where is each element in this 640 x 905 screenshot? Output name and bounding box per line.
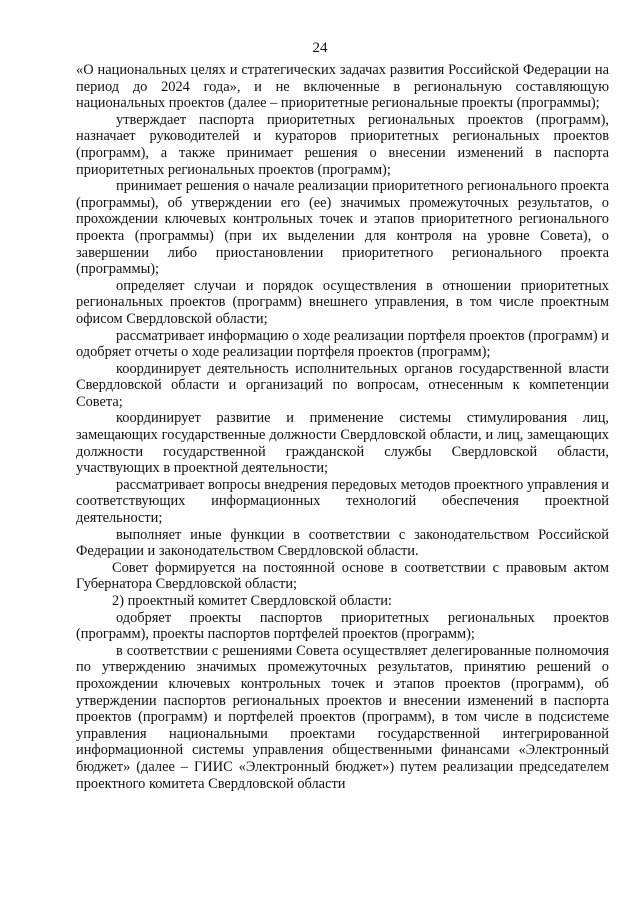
page-number: 24 bbox=[312, 40, 328, 56]
paragraph-continuation: «О национальных целях и стратегических задачах развития Российской Федерации на период до 2024 года», и не включенные в региональную составляющую национальных проектов (далее – приоритетные региональные проекты (программы); bbox=[76, 62, 609, 112]
paragraph-project-committee: 2) проектный комитет Свердловской области: bbox=[112, 593, 392, 609]
paragraph-portfolio-info: рассматривает информацию о ходе реализации портфеля проектов (программ) и одобряет отчеты о ходе реализации портфеля проектов (программ); bbox=[76, 327, 609, 361]
paragraph-approves-drafts: одобряет проекты паспортов приоритетных региональных проектов (программ), проекты паспортов портфелей проектов (программ); bbox=[76, 609, 609, 643]
paragraph-incentive-system: координирует развитие и применение системы стимулирования лиц, замещающих государственные должности Свердловской области, и лиц, замещающих должности государственной гражданской службы Свердловской области, участвующих в проектной деятельности; bbox=[76, 410, 609, 477]
paragraph-coordinates-authorities: координирует деятельность исполнительных органов государственной власти Свердловской области и организаций по вопросам, отнесенным к компетенции Совета; bbox=[76, 360, 609, 410]
paragraph-start-decisions: принимает решения о начале реализации приоритетного регионального проекта (программы), об утверждении его (ее) значимых промежуточных результатов, о прохождении ключевых контрольных точек и этапов приоритетного регионального проекта (программы) (при их выделении для контроля на уровне Совета), о завершении либо приостановлении приоритетного регионального проекта (программы); bbox=[76, 178, 609, 278]
paragraph-external-management: определяет случаи и порядок осуществления в отношении приоритетных региональных проектов (программ) внешнего управления, в том числе проектным офисом Свердловской области; bbox=[76, 277, 609, 327]
paragraph-other-functions: выполняет иные функции в соответствии с законодательством Российской Федерации и законодательством Свердловской области. bbox=[76, 526, 609, 560]
document-body bbox=[76, 62, 609, 792]
paragraph-council-formed: Совет формируется на постоянной основе в соответствии с правовым актом Губернатора Свердловской области; bbox=[76, 559, 609, 593]
paragraph-approves-passports: утверждает паспорта приоритетных региональных проектов (программ), назначает руководителей и кураторов приоритетных региональных проектов (программ), а также принимает решения о внесении изменений в паспорта приоритетных региональных проектов (программ); bbox=[76, 111, 609, 178]
paragraph-advanced-methods: рассматривает вопросы внедрения передовых методов проектного управления и соответствующих информационных технологий обеспечения проектной деятельности; bbox=[76, 476, 609, 527]
paragraph-delegated-powers: в соответствии с решениями Совета осуществляет делегированные полномочия по утверждению значимых промежуточных результатов, принятию решений о прохождении ключевых контрольных точек и этапов проектов (программ), об утверждении паспортов региональных проектов и внесении изменений в паспорта проектов (программ) и портфелей проектов (программ), в том числе в подсистеме управления национальными проектами государственной интегрированной информационной системы управления общественными финансами «Электронный бюджет» (далее – ГИИС «Электронный бюджет») путем реализации председателем проектного комитета Свердловской области bbox=[76, 642, 609, 792]
